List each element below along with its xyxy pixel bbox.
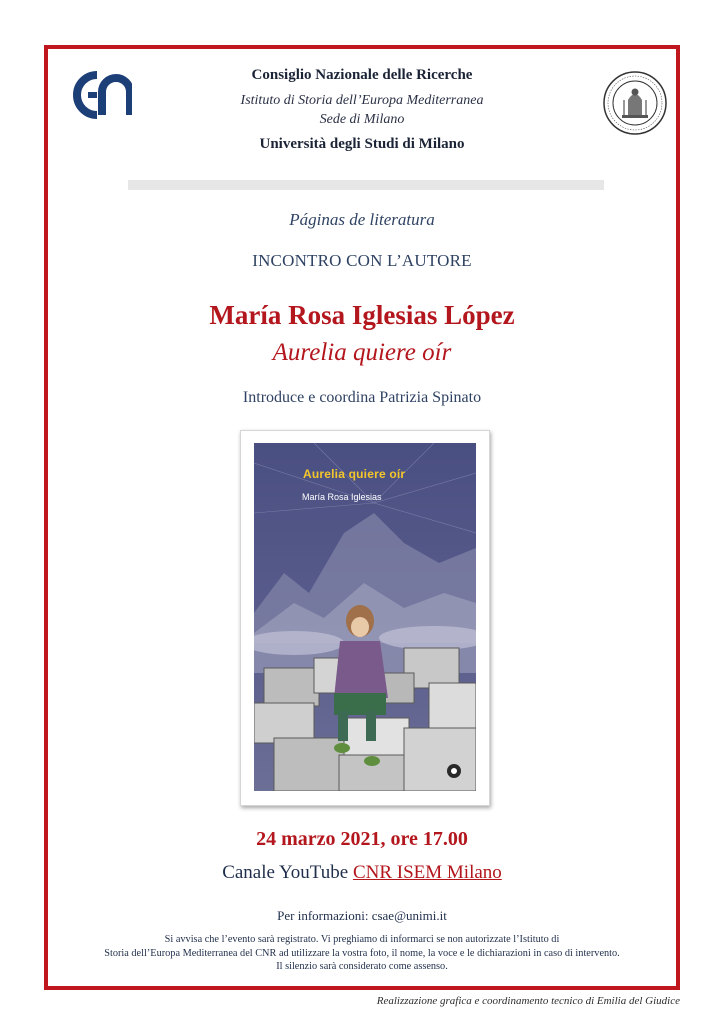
introduction-line: Introduce e coordina Patrizia Spinato	[242, 389, 482, 406]
university-name: Università degli Studi di Milano	[259, 136, 465, 152]
disclaimer-line-3: Il silenzio sarà considerato come assenso.	[276, 961, 448, 972]
disclaimer-line-1: Si avvisa che l’evento sarà registrato. Vi preghiamo di informarci se non autorizzate l’Istituto di	[164, 934, 560, 945]
disclaimer-line-2: Storia dell’Europa Mediterranea del CNR ad utilizzare la vostra foto, il nome, la voce e le dichiarazioni in caso di intervento.	[104, 947, 620, 959]
org-name: Consiglio Nazionale delle Ricerche	[251, 67, 473, 83]
book-cover	[240, 430, 490, 806]
footer-credits: Realizzazione grafica e coordinamento tecnico di Emilia del Giudice	[376, 995, 680, 1007]
header-divider	[128, 180, 604, 190]
location-name: Sede di Milano	[319, 112, 405, 127]
contact-info: Per informazioni: csae@unimi.it	[277, 908, 447, 923]
author-name: María Rosa Iglesias López	[209, 300, 515, 330]
institute-name: Istituto di Storia dell’Europa Mediterranea	[240, 93, 484, 108]
cover-title: Aurelia quiere oír	[303, 467, 406, 481]
channel-prefix: Canale YouTube	[222, 862, 349, 883]
recording-disclaimer	[0, 933, 724, 974]
channel-line	[0, 862, 724, 884]
event-datetime: 24 marzo 2021, ore 17.00	[256, 828, 468, 850]
youtube-channel-link[interactable]: CNR ISEM Milano	[352, 862, 502, 883]
event-type: INCONTRO CON L’AUTORE	[252, 251, 472, 270]
series-title: Páginas de literatura	[289, 210, 435, 229]
cover-author: María Rosa Iglesias	[302, 492, 382, 502]
book-title: Aurelia quiere oír	[272, 339, 452, 366]
